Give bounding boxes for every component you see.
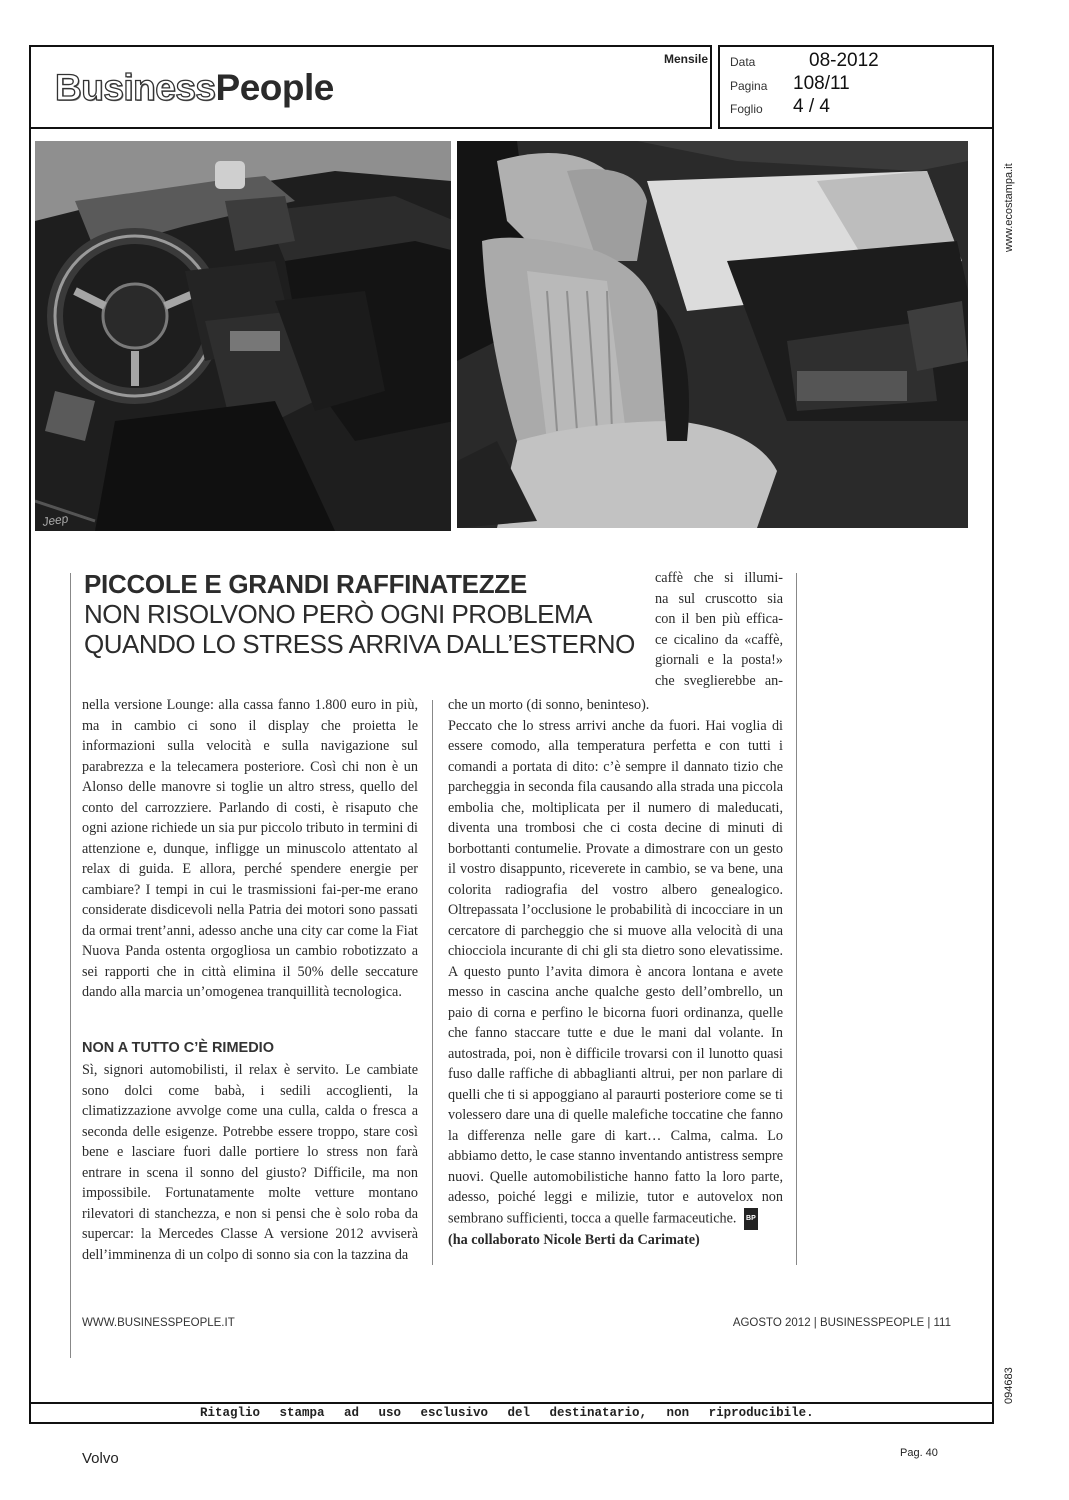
col2-line-1: che un morto (di sonno, beninteso). [448, 697, 650, 713]
article-column-1b [82, 1060, 418, 1265]
col2-paragraph-text: Peccato che lo stress arrivi anche da fuori. Hai voglia di essere comodo, alla temperatura perfetta e con tutti i comandi a portata di dito: c’è sempre il dannato tizio che parcheggia in seconda fila causando alla strada una piccola embolia che, moltiplicata per il numero di maleducati, diventa una trombosi che ci costa decine di minuti di borbottanti contumelie. Provate a dimostrare con un gesto il vostro disappunto, riceverete in cambio, se va bene, una colorita radiografia del vostro albero genealogico. Oltrepassata l’occlusione le probabilità di incocciare in un cercatore di parcheggio che si muove alla velocità di una chiocciola incurante di chi gli sta dietro sono elevatissime. A questo punto l’avita dimora è ancora lontana e avete messo in cascina anche qualche gesto dell’ombrello, un paio di corna e perfino le bicorna fuori ordinanza, quelle che fanno staccare tutte e due le mani dal volante. In autostrada, poi, non è difficile trovarsi con il lunotto quasi fuso dalle raffiche di abbaglianti altrui, per non parlare di quelli che ti si appoggiano al paraurti posteriore come se ti volessero dare una di quelle malefiche toccatine che fanno la differenza nelle gare di kart… Calma, calma. Lo abbiamo detto, le case stanno inventando antistress sempre nuovi. Quelle automobilistiche hanno fatto la loro parte, adesso, poiché leggi e milizie, tutor e autovelox non sembrano sufficienti, tocca a quelle farmaceutiche. [448, 717, 783, 1227]
column-rule-right [796, 573, 797, 1265]
data-label: Data [730, 55, 756, 69]
footer-issue: AGOSTO 2012 | BUSINESSPEOPLE | 111 [732, 1317, 951, 1329]
headline-bold: PICCOLE E GRANDI RAFFINATEZZE [84, 569, 527, 599]
col1-paragraph-1: nella versione Lounge: alla cassa fanno 1.800 euro in più, ma in cambio ci sono il display che proietta le informazioni sulla velocità e sulla navigazione sul parabrezza e la telecamera posteriore. Così chi non è un Alonso delle manovre si toglie un altro stress, quello del conto del carrozziere. Parlando di costi, è risaputo che ogni azione richiede un sia pur piccolo tributo in termini di attenzione e, dunque, infligge un minuscolo attentato al relax di guida. E allora, perché spendere energie per cambiare? I tempi in cui le trasmissioni fai-per-me erano considerate disdicevoli nella Patria dei motori sono passati da ormai trent’anni, adesso anche una city car come la Fiat Nuova Panda ostenta orgogliosa un cambio robotizzato a sei rapporti che in città elimina il 50% delle seccature dando alla marcia un’omogenea tranquillità tecnologica. [82, 697, 418, 1000]
logo-part-1: Business [55, 67, 216, 108]
bp-end-mark: BP [744, 1208, 758, 1231]
column-rule-left [70, 573, 71, 1358]
right-top-line: caffè che si illumi- [655, 570, 783, 586]
foglio-label: Foglio [730, 102, 763, 116]
jeep-interior-image [35, 141, 451, 531]
logo-part-2: People [215, 67, 334, 108]
right-top-line: na sul cruscotto sia [655, 590, 783, 607]
headline-line-3: QUANDO LO STRESS ARRIVA DALL’ESTERNO [84, 629, 635, 659]
right-top-line: con il ben più effica- [655, 611, 783, 627]
jeep-brand-text: Jeep [41, 511, 70, 529]
col1-paragraph-2: Sì, signori automobilisti, il relax è servito. Le cambiate sono dolci come babà, i sedili accoglienti, la climatizzazione avvolge come una culla, calda o fresca a seconda delle esigenze. Potrebbe essere troppo, stare così bene e lasciare fuori dalle portiere lo stress non farà entrare in scena il sonno del giusto? Difficile, ma non impossibile. Fortunatamente molte vetture montano rilevatori di stanchezza, e non si pensi che è solo roba da supercar: la Mercedes Classe A versione 2012 avviserà dell’imminenza di un colpo di sonno sia con la tazzina da [82, 1062, 418, 1263]
article-column-1 [82, 695, 418, 1003]
column-rule-middle [432, 700, 433, 1265]
client-name: Volvo [82, 1450, 119, 1467]
car-interior-photo-left [35, 141, 451, 531]
side-website: www.ecostampa.it [1003, 163, 1015, 252]
car-interior-photo-right [457, 141, 968, 528]
disclaimer-text: Ritaglio stampa ad uso esclusivo del destinatario, non riproducibile. [200, 1406, 814, 1420]
data-value: 08-2012 [809, 50, 879, 71]
right-top-column [655, 568, 783, 691]
side-code: 094683 [1003, 1367, 1015, 1404]
right-top-line: che sveglierebbe an- [655, 672, 783, 689]
periodicity-label: Mensile [664, 52, 709, 66]
article-credit: (ha collaborato Nicole Berti da Carimate) [448, 1232, 700, 1248]
right-top-line: giornali e la posta!» [655, 652, 783, 668]
pagina-value: 108/11 [793, 73, 850, 94]
publication-logo [55, 68, 334, 108]
col2-paragraph [448, 716, 783, 1231]
footer-website: WWW.BUSINESSPEOPLE.IT [82, 1317, 235, 1329]
page-number: Pag. 40 [900, 1447, 938, 1459]
foglio-value: 4 / 4 [793, 96, 830, 117]
right-top-line: ce cicalino da «caffè, [655, 631, 783, 648]
article-column-2 [448, 695, 783, 1251]
pagina-label: Pagina [730, 79, 768, 93]
seat-interior-image [457, 141, 968, 528]
subheading: NON A TUTTO C’È RIMEDIO [82, 1040, 274, 1056]
headline-line-2: NON RISOLVONO PERÒ OGNI PROBLEMA [84, 599, 592, 629]
disclaimer-divider [29, 1402, 994, 1404]
